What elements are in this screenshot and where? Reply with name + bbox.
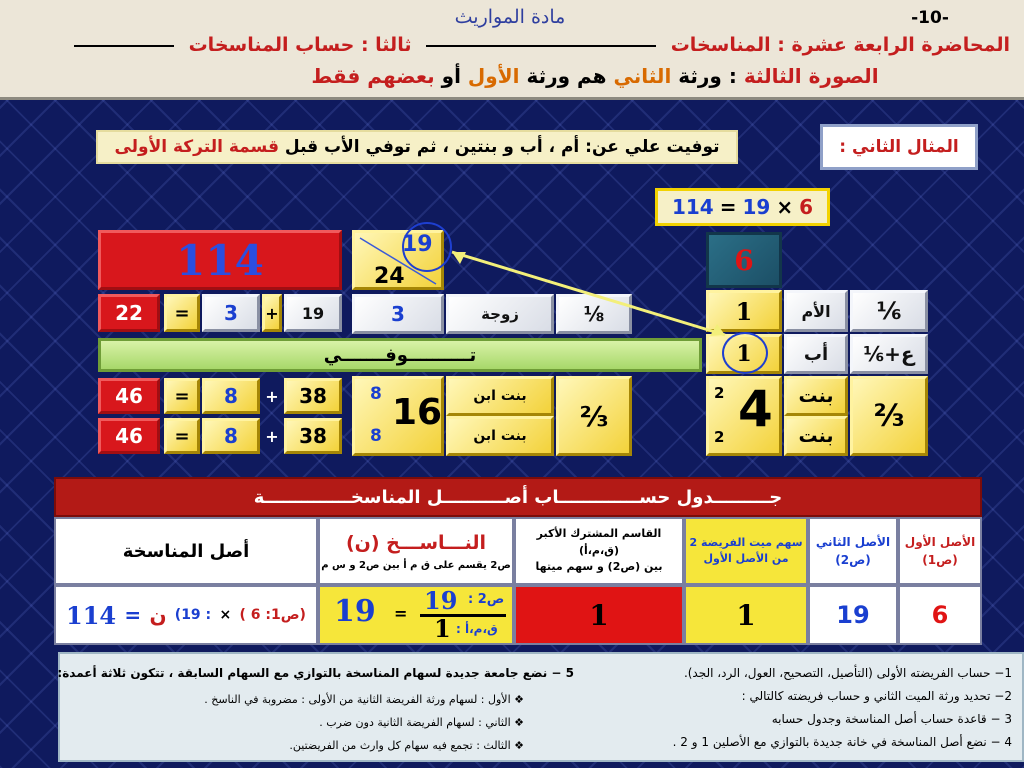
- th-second-base: [808, 517, 898, 585]
- th-transcriber: [318, 517, 514, 585]
- gd2-part-b: 38: [284, 418, 342, 454]
- result-n: ن: [149, 603, 167, 627]
- granddaughter-1-name: بنت ابن: [446, 376, 554, 416]
- gd2-plus: +: [265, 426, 279, 446]
- father-name: أب: [784, 334, 848, 374]
- result-eq: =: [124, 603, 142, 627]
- fraction-top-label: ص2 :: [468, 592, 505, 607]
- daughter-1-value: 2: [714, 384, 725, 402]
- transcriber-value: 19: [334, 594, 376, 629]
- divider-line: [74, 45, 174, 47]
- td-gcd: 1: [514, 585, 684, 645]
- father-share: ⅙+ع: [850, 334, 928, 374]
- combined-total: 114: [98, 230, 342, 290]
- granddaughter-1-value: 8: [370, 384, 382, 404]
- th-first-base-sub: (ص1): [922, 553, 958, 567]
- mother-name: الأم: [784, 290, 848, 332]
- gd1-part-b: 38: [284, 378, 342, 414]
- fraction-bar: [420, 614, 506, 617]
- divider-line: [426, 45, 656, 47]
- gd2-result: 46: [98, 418, 160, 454]
- result-expr1: (19 :: [174, 607, 212, 623]
- second-base-new: 19: [402, 232, 433, 257]
- lecture-label: المحاضرة الرابعة عشرة :: [777, 34, 1010, 56]
- gd1-result: 46: [98, 378, 160, 414]
- eq-result: 114: [671, 195, 714, 219]
- td-first-base: 6: [898, 585, 982, 645]
- th-gcd: [514, 517, 684, 585]
- mother-part-a: 3: [202, 294, 260, 332]
- result-value: 114: [66, 600, 117, 630]
- form-second: الثاني: [613, 64, 672, 88]
- form-colon: :: [728, 64, 737, 88]
- lecture-line: [10, 34, 1010, 62]
- th-second-base-label: الأصل الثاني: [815, 535, 891, 549]
- form-some: بعضهم فقط: [311, 64, 435, 88]
- daughters-total: 4: [738, 380, 773, 438]
- page-number: -10-: [911, 8, 949, 28]
- gd2-eq: =: [164, 418, 200, 454]
- result-times: ×: [219, 607, 232, 623]
- th-first-base: [898, 517, 982, 585]
- th-result: أصل المناسخة: [54, 517, 318, 585]
- table-title: جـــــــــدول حســـــــــــــاب أصــــــــــل المناسخــــــــــــــة: [54, 477, 982, 517]
- th-first-base-label: الأصل الأول: [904, 535, 976, 549]
- daughter-2-name: بنت: [784, 416, 848, 456]
- wife-value: 3: [352, 294, 444, 334]
- transcriber-num: 19: [424, 586, 458, 615]
- gd1-plus: +: [265, 386, 279, 406]
- first-base: 6: [706, 232, 782, 288]
- form-label: الصورة الثالثة: [743, 64, 879, 88]
- th-transcriber-sub: ص2 يقسم على ق م أ بين ص2 و س م: [321, 559, 511, 571]
- eq-a: 6: [799, 195, 814, 219]
- note-2: 2− تحديد ورثة الميت الثاني و حساب فريضته كالتالي :: [741, 689, 1012, 703]
- wife-name: زوجة: [446, 294, 554, 334]
- th-deceased-share-l2: من الأصل الأول: [703, 552, 789, 565]
- gd1-part-a: 8: [202, 378, 260, 414]
- mother-share: ⅙: [850, 290, 928, 332]
- mother-eq: =: [164, 294, 200, 332]
- th-transcriber-title: النـــاســـخ (ن): [345, 532, 487, 555]
- wife-share: ⅛: [556, 294, 632, 334]
- example-statement: [96, 130, 738, 164]
- note-bullet-2: ❖ الثاني : لسهام الفريضة الثانية دون ضرب .: [319, 716, 524, 729]
- th-gcd-l1: القاسم المشترك الأكبر (ق،م،أ): [536, 527, 662, 557]
- mother-value: 1: [706, 290, 782, 332]
- granddaughter-2-value: 8: [370, 426, 382, 446]
- eq-b: 19: [742, 195, 771, 219]
- course-title: مادة المواريث: [454, 6, 566, 28]
- note-5: 5 − نضع جامعة جديدة لسهام المناسخة بالتوازي مع السهام السابقة ، تتكون ثلاثة أعمدة:: [57, 666, 574, 680]
- granddaughter-2-name: بنت ابن: [446, 416, 554, 456]
- form-line: [180, 64, 1010, 88]
- th-deceased-share-l1: سهم ميت الفريضة 2: [689, 535, 803, 549]
- td-result: [54, 585, 318, 645]
- th-second-base-sub: (ص2): [835, 553, 871, 567]
- example-label: المثال الثاني :: [820, 124, 978, 170]
- form-or: أو: [441, 64, 461, 88]
- th-deceased-share: [684, 517, 808, 585]
- mother-part-b: 19: [284, 294, 342, 332]
- lecture-topic: المناسخات: [670, 34, 771, 56]
- section-title: ثالثا : حساب المناسخات: [188, 34, 412, 56]
- link-arrow: [440, 240, 740, 350]
- transcriber-eq: =: [394, 604, 408, 623]
- gd1-eq: =: [164, 378, 200, 414]
- note-bullet-3: ❖ الثالث : تجمع فيه سهام كل وارث من الفريضتين.: [289, 739, 524, 752]
- transcriber-den: 1: [434, 614, 451, 643]
- granddaughters-total: 16: [392, 392, 443, 433]
- note-1: 1− حساب الفريضته الأولى (التأصيل، التصحيح، العول، الرد، الجد).: [683, 666, 1012, 680]
- fraction-bottom-label: ق،م،أ :: [456, 622, 498, 636]
- form-are: هم ورثة: [526, 64, 607, 88]
- multiplication-equation: [655, 188, 830, 226]
- father-value: 1: [706, 334, 782, 374]
- daughter-2-value: 2: [714, 428, 725, 446]
- th-gcd-l2: بين (ص2) و سهم ميتها: [535, 560, 663, 574]
- gd2-part-a: 8: [202, 418, 260, 454]
- result-expr2: ( 6 :ص1): [239, 607, 306, 623]
- granddaughters-share: ⅔: [556, 376, 632, 456]
- form-first: الأول: [467, 64, 520, 88]
- note-4: 4 − نضع أصل المناسخة في خانة جديدة بالتوازي مع الأصلين 1 و 2 .: [672, 735, 1012, 749]
- eq-times: ×: [776, 195, 794, 219]
- mother-result: 22: [98, 294, 160, 332]
- daughter-1-name: بنت: [784, 376, 848, 416]
- eq-equals: =: [719, 195, 737, 219]
- second-base-old: 24: [374, 264, 405, 289]
- note-3: 3 − قاعدة حساب أصل المناسخة وجدول حسابه: [771, 712, 1012, 726]
- statement-highlight: قسمة التركة الأولى: [114, 137, 279, 157]
- mother-plus: +: [262, 294, 282, 332]
- td-second-base: 19: [808, 585, 898, 645]
- statement-text: توفيت علي عن: أم ، أب و بنتين ، ثم توفي الأب قبل: [284, 137, 720, 157]
- form-heirs-of: ورثة: [678, 64, 722, 88]
- td-deceased-share: 1: [684, 585, 808, 645]
- daughters-share: ⅔: [850, 376, 928, 456]
- note-bullet-1: ❖ الأول : لسهام ورثة الفريضة الثانية من الأولى : مضروبة في الناسخ .: [204, 693, 524, 706]
- deceased-bar: تــــــــــوفـــــــي: [98, 338, 702, 372]
